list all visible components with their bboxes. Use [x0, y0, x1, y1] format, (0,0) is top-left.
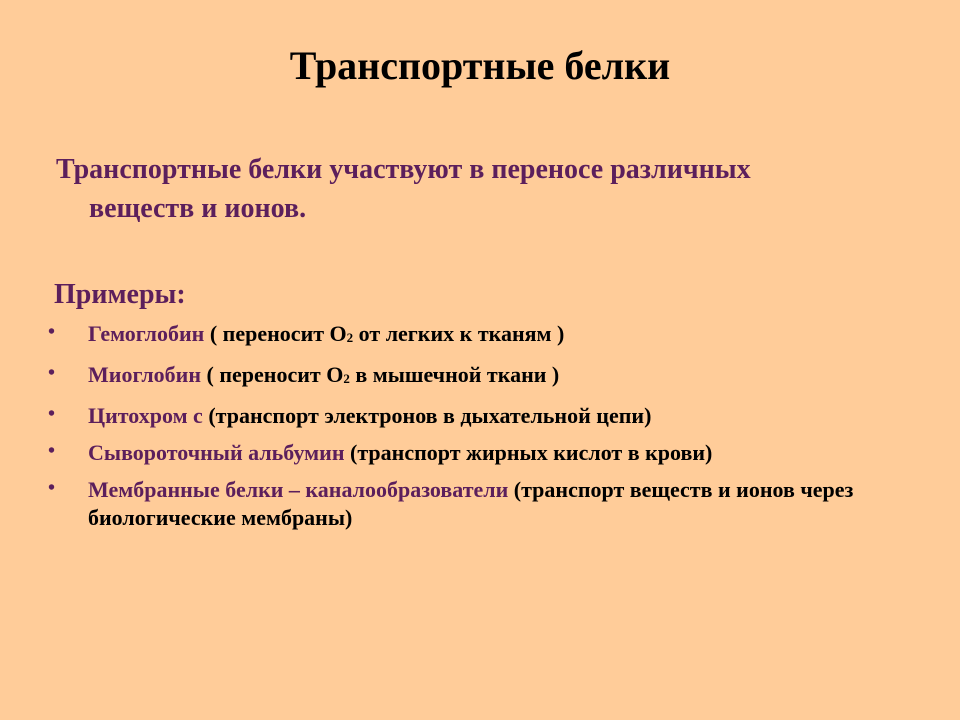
item-name: Миоглобин: [88, 362, 202, 387]
item-description: (транспорт веществ и ионов через биологические мембраны): [88, 477, 854, 530]
item-description: ( переносит $О_2$ в мышечной ткани ): [201, 362, 560, 387]
item-name: Гемоглобин: [88, 321, 205, 346]
examples-list: [48, 320, 908, 541]
item-description: (транспорт электронов в дыхательной цепи): [202, 403, 652, 428]
list-item-albumin: [48, 439, 908, 467]
item-description: ( переносит $О_2$ от легких к тканям ): [204, 321, 565, 346]
intro-line-1: Транспортные белки участвуют в переносе различных: [56, 154, 751, 185]
examples-label: Примеры:: [54, 279, 186, 310]
bullet-icon: •: [48, 477, 56, 499]
bullet-icon: •: [48, 321, 56, 343]
list-item-cytochrome: [48, 402, 908, 430]
bullet-icon: •: [48, 403, 56, 425]
item-name: Мембранные белки – каналообразователи: [88, 477, 509, 502]
list-item-myoglobin: [48, 361, 908, 393]
bullet-icon: •: [48, 362, 56, 384]
item-name: Цитохром с: [88, 403, 203, 428]
list-item-hemoglobin: [48, 320, 908, 352]
intro-paragraph: [56, 150, 876, 228]
item-name: Сывороточный альбумин: [88, 440, 345, 465]
intro-line-2: веществ и ионов.: [89, 193, 307, 224]
list-item-membrane-proteins: [48, 476, 908, 532]
bullet-icon: •: [48, 440, 56, 462]
slide-title: Транспортные белки: [289, 43, 671, 88]
item-description: (транспорт жирных кислот в крови): [344, 440, 713, 465]
